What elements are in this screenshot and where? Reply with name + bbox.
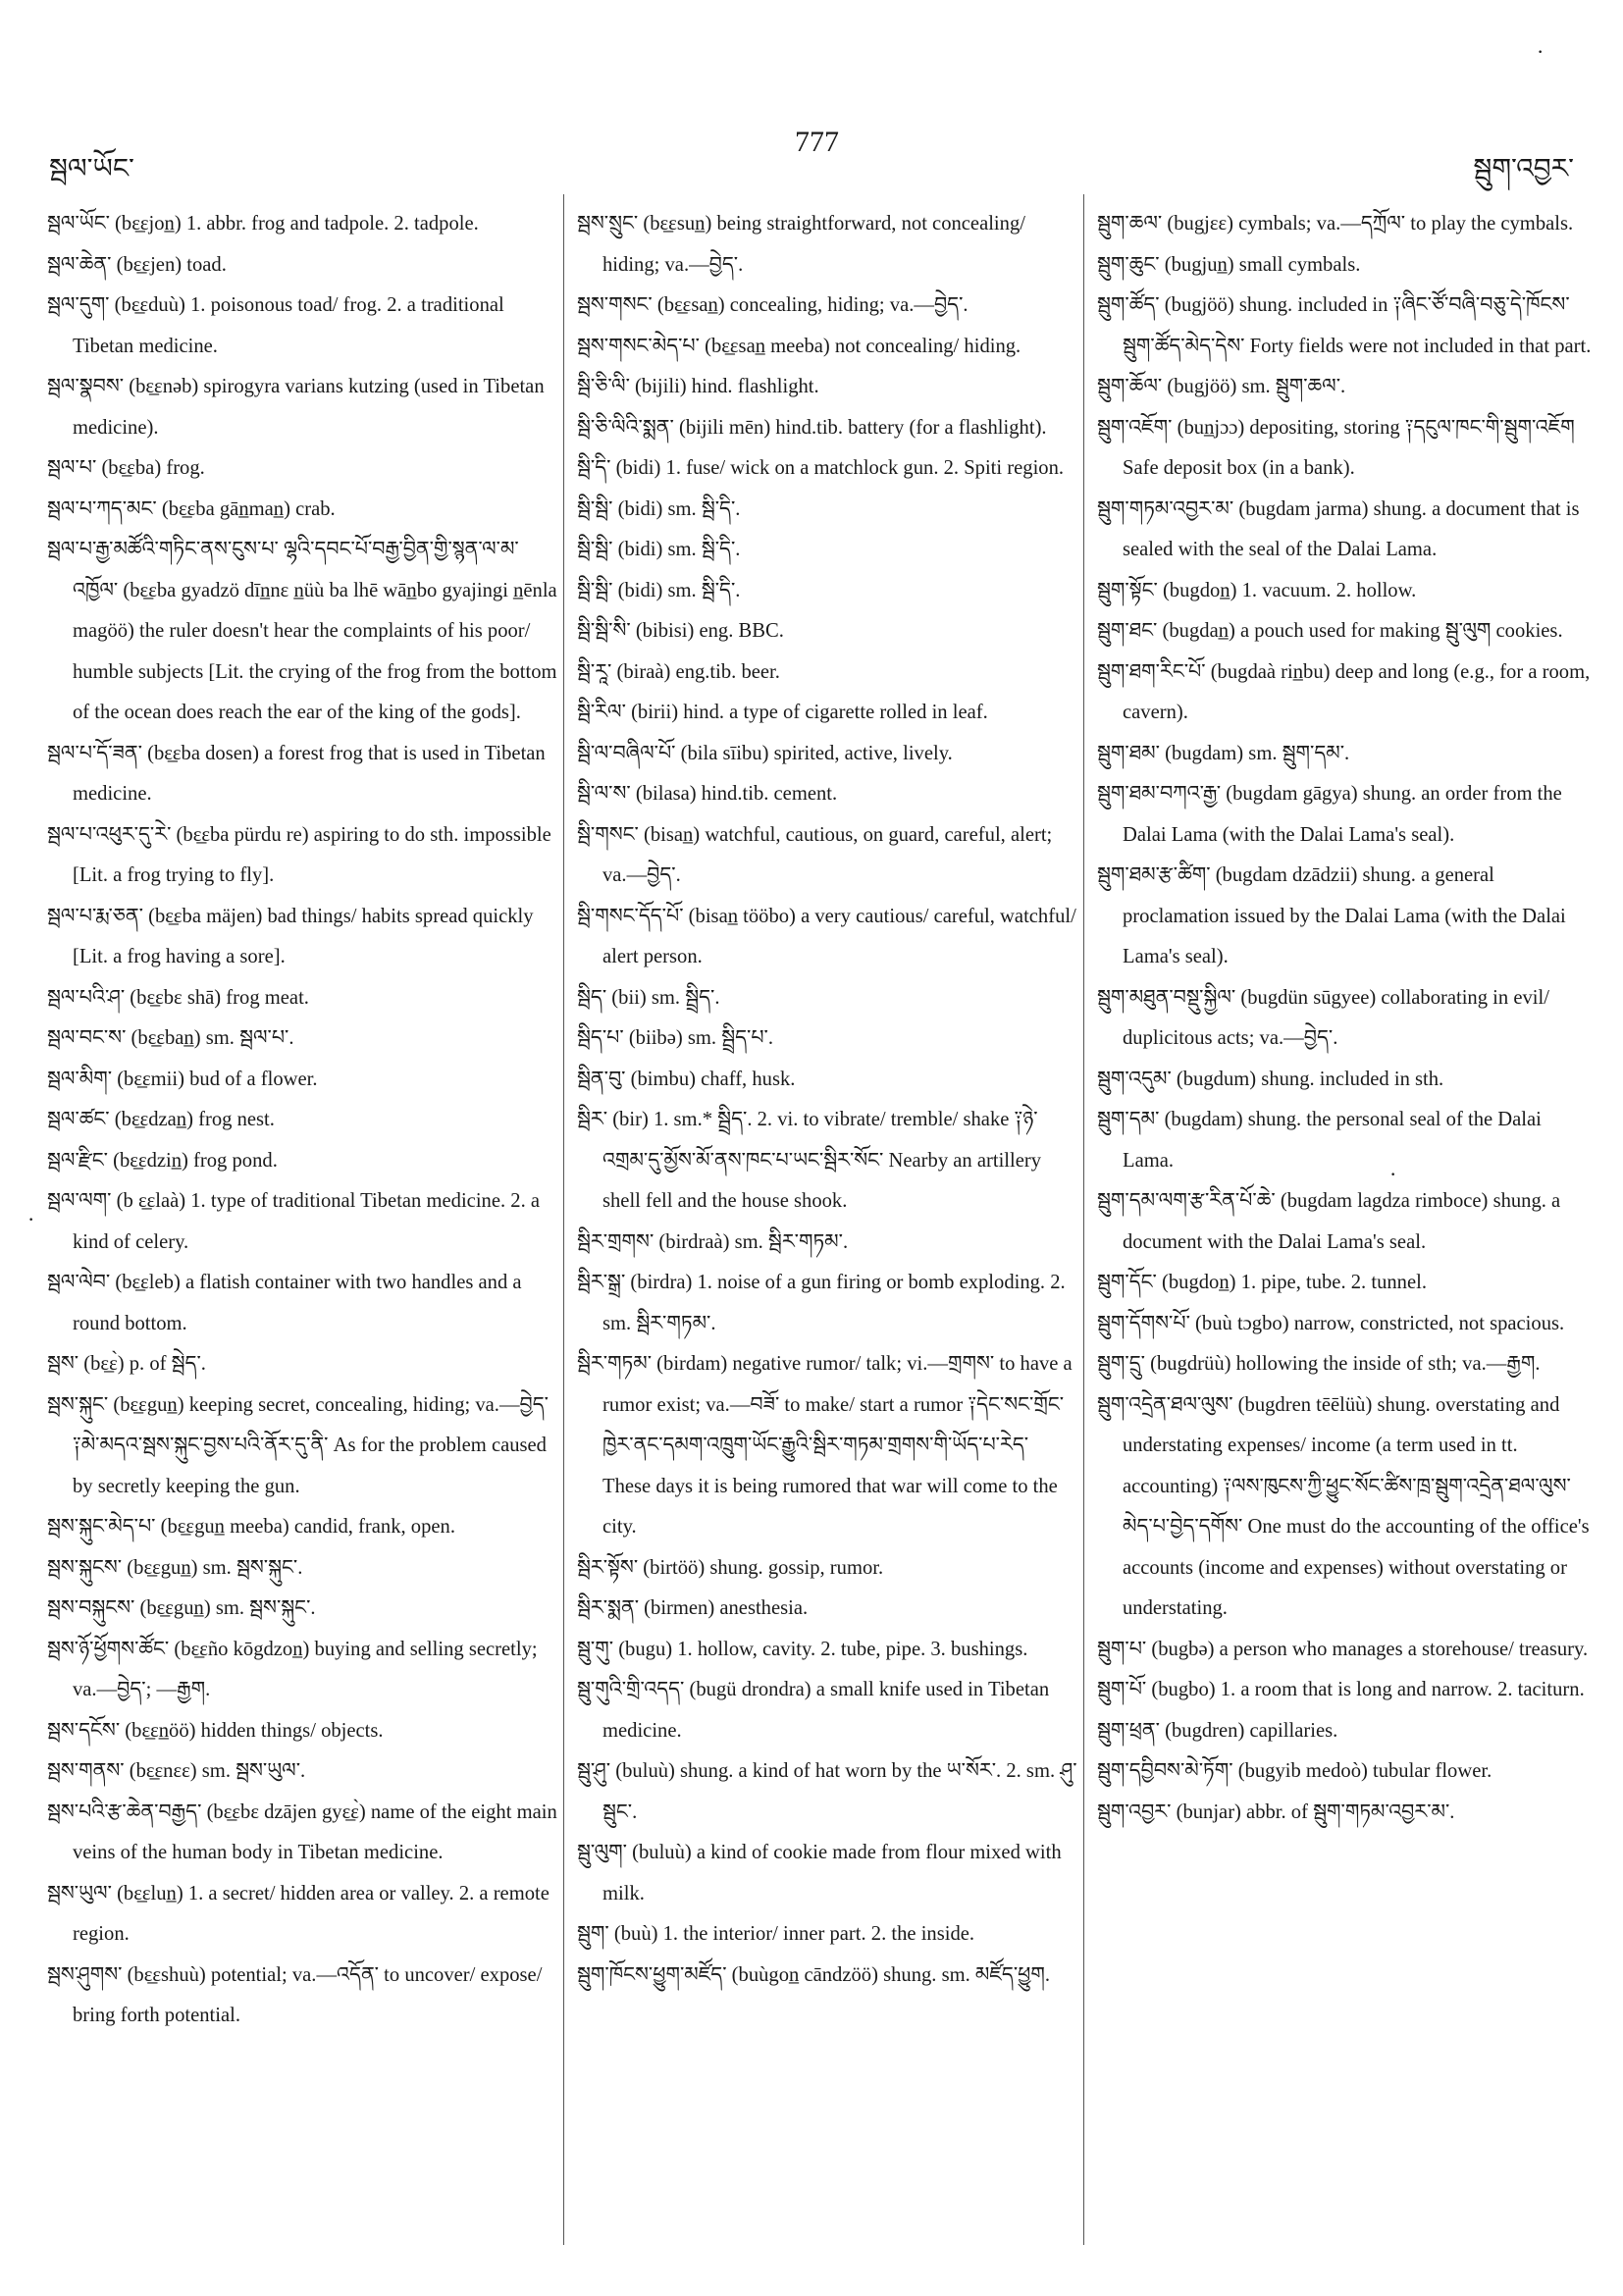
dictionary-entry: སྦིར་ (bir) 1. sm.* སྦྲིད་. 2. vi. to vibrate/ tremble/ shake ༑ཉེ་འགྲམ་དུ་མྱོས་མོ་ནས་ཁང་པ་ཡང་སྦིར་སོང་ Nearby an artillery shell fell and the house shook. (577, 1109, 1042, 1212)
dictionary-entry: སྦི་ཅི་ལིའི་སྨན་ (bijili mēn) hind.tib. battery (for a flashlight). (577, 416, 1047, 439)
dictionary-entry: སྦས་ཉོ་ཕྱོགས་ཚོང་ (bɛ̲ɛño kōgdzon̲) buying and selling secretly; va.—བྱེད་; —རྒྱག. (47, 1638, 538, 1700)
dictionary-entry: སྦས་བསྐུངས་ (bɛ̲ɛgun̲) sm. སྦས་སྐུང་. (47, 1597, 316, 1619)
dictionary-entry: སྦལ་སྣབས་ (bɛ̲ɛnəb) spirogyra varians kutzing (used in Tibetan medicine). (47, 376, 545, 439)
dictionary-entry: སྦས་ཡུལ་ (bɛ̲ɛlun̲) 1. a secret/ hidden area or valley. 2. a remote region. (47, 1882, 550, 1945)
dictionary-entry: སྦལ་པ་འཕུར་དུ་རེ་ (bɛ̲ɛba pürdu re) aspiring to do sth. impossible [Lit. a frog trying to fly]. (47, 823, 551, 886)
dictionary-entry: སྦུག་ཚོད་ (bugjöö) shung. included in ༑ཞིང་ཙོ་བཞི་བཅུ་དེ་ཁོངས་སྦུག་ཚོད་མེད་དེས་ Forty fields were not included in that part. (1097, 294, 1592, 357)
dictionary-entry: སྦུག་དམ་ལག་རྩ་རིན་པོ་ཆེ་ (bugdam lagdza rimboce) shung. a document with the Dalai Lama's seal. (1097, 1190, 1561, 1253)
dictionary-entry: སྦུག་ཕྲན་ (bugdren) capillaries. (1097, 1719, 1338, 1742)
dictionary-entry: སྦས་གནས་ (bɛ̲ɛnɛɛ) sm. སྦས་ཡུལ་. (47, 1760, 306, 1782)
column-1 (47, 204, 557, 2037)
speck-mark: · (1537, 39, 1544, 64)
dictionary-entry: སྦུ་ཤུ་ (buluù) shung. a kind of hat worn by the ཡ་སོར་. 2. sm. ཤུ་སྦུང་. (577, 1760, 1077, 1823)
dictionary-entry: སྦུག་ཐག་རིང་པོ་ (bugdaà rin̲bu) deep and long (e.g., for a room, cavern). (1097, 660, 1591, 723)
dictionary-entry: སྦུག་པ་ (bugbə) a person who manages a storehouse/ treasury. (1097, 1638, 1589, 1660)
dictionary-entry: སྦུག་ཐམ་བཀའ་རྒྱ་ (bugdam gāgya) shung. an order from the Dalai Lama (with the Dalai Lama's seal). (1097, 783, 1562, 846)
guide-word-left: སྦལ་ཡོང་ (49, 154, 134, 184)
dictionary-entry: སྦི་རིལ་ (birii) hind. a type of cigarette rolled in leaf. (577, 702, 988, 723)
dictionary-entry: སྦིན་བུ་ (bimbu) chaff, husk. (577, 1068, 796, 1090)
dictionary-entry: སྦལ་པ་རྨ་ཅན་ (bɛ̲ɛba mäjen) bad things/ habits spread quickly [Lit. a frog having a sore]. (47, 905, 534, 967)
dictionary-entry: སྦས་ (bɛ̲ɛ̀) p. of སྦེད་. (47, 1353, 206, 1375)
dictionary-entry: སྦལ་ཆེན་ (bɛ̲ɛjen) toad. (47, 253, 227, 276)
dictionary-entry: སྦས་ཤུགས་ (bɛ̲ɛshuù) potential; va.—འདོན་ to uncover/ expose/ bring forth potential. (47, 1963, 543, 2026)
dictionary-entry: སྦས་སྐུངས་ (bɛ̲ɛgun̲) sm. སྦས་སྐུང་. (47, 1556, 303, 1579)
dictionary-entry: སྦི་སྦི་ (bidi) sm. སྦི་དི་. (577, 579, 741, 601)
dictionary-entry: སྦི་གསང་དོད་པོ་ (bisan̲ tööbo) a very cautious/ careful, watchful/ alert person. (577, 905, 1076, 967)
dictionary-entry: སྦིད་ (bii) sm. སྦྲིད་. (577, 986, 720, 1009)
column-divider (563, 194, 564, 2245)
dictionary-entry: སྦས་སྐུང་ (bɛ̲ɛgun̲) keeping secret, concealing, hiding; va.—བྱེད་ ༑མེ་མདའ་སྦས་སྐུང་བྱས་པའི་ནོར་དུ་ནི་ As for the problem caused by secretly keeping the gun. (47, 1393, 549, 1497)
dictionary-entry: སྦུག་ཆུང་ (bugjun̲) small cymbals. (1097, 253, 1361, 276)
dictionary-entry: སྦལ་པ་དོ་ཟན་ (bɛ̲ɛba dosen) a forest frog that is used in Tibetan medicine. (47, 742, 546, 805)
dictionary-entry: སྦི་ཅི་ལི་ (bijili) hind. flashlight. (577, 376, 819, 397)
dictionary-entry: སྦུ་གུ་ (bugu) 1. hollow, cavity. 2. tube, pipe. 3. bushings. (577, 1638, 1028, 1660)
speck-mark: · (1389, 1162, 1397, 1186)
dictionary-entry: སྦལ་ཚང་ (bɛ̲ɛdzan̲) frog nest. (47, 1109, 275, 1130)
dictionary-entry: སྦས་གསང་ (bɛ̲ɛsan̲) concealing, hiding; va.—བྱེད་. (577, 294, 969, 316)
dictionary-entry: སྦུག་འབྱར་ (bunjar) abbr. of སྦུག་གཏམ་འབྱར་མ་. (1097, 1800, 1455, 1823)
dictionary-entry: སྦི་གསང་ (bisan̲) watchful, cautious, on guard, careful, alert; va.—བྱེད་. (577, 823, 1053, 886)
dictionary-entry: སྦུག་དམ་ (bugdam) shung. the personal seal of the Dalai Lama. (1097, 1109, 1542, 1172)
dictionary-entry: སྦུག་དབྱིབས་མེ་ཏོག་ (bugyib medoò) tubular flower. (1097, 1760, 1492, 1782)
dictionary-entry: སྦི་སྦི་ (bidi) sm. སྦི་དི་. (577, 497, 741, 520)
column-divider (1083, 194, 1084, 2245)
dictionary-entry: སྦུག་མཐུན་བསྡུ་སྐྱིལ་ (bugdün sūgyee) collaborating in evil/ duplicitous acts; va.—བྱེད་. (1097, 986, 1549, 1049)
dictionary-entry: སྦུ་ལུག་ (buluù) a kind of cookie made from flour mixed with milk. (577, 1842, 1062, 1905)
dictionary-entry: སྦལ་བང་ས་ (bɛ̲ɛban̲) sm. སྦལ་པ་. (47, 1027, 294, 1049)
dictionary-entry: སྦལ་དུག་ (bɛ̲ɛduù) 1. poisonous toad/ frog. 2. a traditional Tibetan medicine. (47, 294, 504, 357)
dictionary-entry: སྦལ་རྫིང་ (bɛ̲ɛdzin̲) frog pond. (47, 1149, 278, 1172)
dictionary-entry: སྦུག་ཐམ་རྩ་ཚིག་ (bugdam dzādzii) shung. a general proclamation issued by the Dalai Lama (with the Dalai Lama's seal). (1097, 864, 1566, 967)
dictionary-entry: སྦས་གསང་མེད་པ་ (bɛ̲ɛsan̲ meeba) not concealing/ hiding. (577, 335, 1021, 357)
dictionary-entry: སྦིར་སྟོས་ (birtöö) shung. gossip, rumor. (577, 1556, 884, 1579)
dictionary-entry: སྦུག་ཐང་ (bugdan̲) a pouch used for making སྦུ་ལུག cookies. (1097, 620, 1563, 642)
dictionary-entry: སྦས་དངོས་ (bɛ̲ɛn̲öö) hidden things/ objects. (47, 1719, 384, 1742)
dictionary-entry: སྦལ་པ་ཀད་མང་ (bɛ̲ɛba gān̲man̲) crab. (47, 497, 336, 520)
dictionary-entry: སྦལ་མིག་ (bɛ̲ɛmii) bud of a flower. (47, 1068, 318, 1090)
dictionary-entry: སྦལ་ཡོང་ (bɛ̲ɛjon̲) 1. abbr. frog and tadpole. 2. tadpole. (47, 213, 479, 235)
dictionary-entry: སྦིར་གཏམ་ (birdam) negative rumor/ talk; vi.—གྲགས་ to have a rumor exist; va.—བཟོ་ to make/ start a rumor ༑དེང་སང་གྲོང་ཁྱེར་ནང་དམག་འཁྲུག་ཡོང་རྒྱུའི་སྦིར་གཏམ་གྲགས་གི་ཡོད་པ་རེད་ These days it is being rumored that war will come to the city. (577, 1353, 1073, 1538)
dictionary-entry: སྦས་སྐུང་མེད་པ་ (bɛ̲ɛgun̲ meeba) candid, frank, open. (47, 1516, 455, 1538)
dictionary-entry: སྦིར་སྨན་ (birmen) anesthesia. (577, 1597, 809, 1619)
dictionary-entry: སྦིར་གྲགས་ (birdraà) sm. སྦིར་གཏམ་. (577, 1230, 849, 1253)
dictionary-entry: སྦུག་ཆོལ་ (bugjöö) sm. སྦུག་ཆལ་. (1097, 376, 1346, 397)
dictionary-entry: སྦི་སྦི་སི་ (bibisi) eng. BBC. (577, 620, 784, 642)
column-3 (1097, 204, 1597, 1833)
dictionary-entry: སྦིར་སྒྲ་ (birdra) 1. noise of a gun firing or bomb exploding. 2. sm. སྦིར་གཏམ་. (577, 1272, 1066, 1334)
dictionary-entry: སྦི་ལ་ས་ (bilasa) hind.tib. cement. (577, 783, 838, 805)
page-number: 777 (795, 126, 839, 158)
dictionary-entry: སྦུག་ཁོངས་ཕྱུག་མཛོད་ (buùgon̲ cāndzöö) shung. sm. མཛོད་ཕྱུག. (577, 1963, 1051, 1986)
dictionary-entry: སྦུག་ཆལ་ (bugjɛɛ) cymbals; va.—དཀྲོལ་ to play the cymbals. (1097, 213, 1574, 235)
column-2 (577, 204, 1077, 1996)
dictionary-entry: སྦིད་པ་ (biibə) sm. སྦྲིད་པ་. (577, 1027, 774, 1049)
dictionary-entry: སྦལ་ལེབ་ (bɛ̲ɛleb) a flatish container with two handles and a round bottom. (47, 1272, 522, 1334)
dictionary-entry: སྦས་སྲུང་ (bɛ̲ɛsun̲) being straightforward, not concealing/ hiding; va.—བྱེད་. (577, 213, 1025, 276)
dictionary-entry: སྦུག་ (buù) 1. the interior/ inner part. 2. the inside. (577, 1923, 975, 1945)
dictionary-entry: སྦལ་པ་རྒྱ་མཚོའི་གཏིང་ནས་ངུས་པ་ ལྷའི་དབང་པོ་བརྒྱ་བྱིན་གྱི་སྙན་ལ་མ་འཁྱོལ་ (bɛ̲ɛba gyadzö dīn̲nɛ n̲üù ba lhē wān̲bo gyajingi n̲ēnla magöö) the ruler doesn't hear the complaints of his poor/ humble subjects [Lit. the crying of the frog from the bottom of the ocean does reach the ear of the king of the gods]. (47, 539, 557, 723)
dictionary-entry: སྦུག་དོང་ (bugdon̲) 1. pipe, tube. 2. tunnel. (1097, 1272, 1427, 1293)
dictionary-entry: སྦས་པའི་རྩ་ཆེན་བརྒྱད་ (bɛ̲ɛbɛ dzājen gyɛ̲ɛ̀) name of the eight main veins of the human body in Tibetan medicine. (47, 1800, 557, 1863)
dictionary-entry: སྦི་རཱ་ (biraà) eng.tib. beer. (577, 660, 780, 683)
dictionary-entry: སྦལ་ལག་ (b ɛ̲ɛlaà) 1. type of traditional Tibetan medicine. 2. a kind of celery. (47, 1190, 541, 1253)
dictionary-entry: སྦལ་པ་ (bɛ̲ɛba) frog. (47, 457, 205, 479)
dictionary-entry: སྦི་ལ་བཞིལ་པོ་ (bila sīibu) spirited, active, lively. (577, 742, 953, 764)
dictionary-entry: སྦི་སྦི་ (bidi) sm. སྦི་དི་. (577, 539, 741, 560)
dictionary-entry: སྦལ་པའི་ཤ་ (bɛ̲ɛbɛ shā) frog meat. (47, 986, 309, 1009)
dictionary-entry: སྦུག་ཐམ་ (bugdam) sm. སྦུག་དམ་. (1097, 742, 1350, 764)
dictionary-entry: སྦུག་སྟོང་ (bugdon̲) 1. vacuum. 2. hollow. (1097, 579, 1417, 601)
dictionary-entry: སྦུ་གུའི་གྲི་འདད་ (bugü drondra) a small knife used in Tibetan medicine. (577, 1679, 1050, 1742)
dictionary-entry: སྦུག་འདུམ་ (bugdum) shung. included in sth. (1097, 1068, 1444, 1090)
dictionary-entry: སྦུག་པོ་ (bugbo) 1. a room that is long and narrow. 2. taciturn. (1097, 1679, 1585, 1700)
guide-word-right: སྦུག་འབྱར་ (1473, 154, 1574, 184)
dictionary-entry: སྦུག་གཏམ་འབྱར་མ་ (bugdam jarma) shung. a document that is sealed with the seal of the Dalai Lama. (1097, 497, 1580, 560)
dictionary-entry: སྦུག་འཇོག་ (bun̲jɔɔ) depositing, storing ༑དངུལ་ཁང་གི་སྦུག་འཇོག Safe deposit box (in a bank). (1097, 416, 1575, 479)
dictionary-entry: སྦུག་དྲུ་ (bugdrüù) hollowing the inside of sth; va.—རྒྱག. (1097, 1353, 1541, 1375)
dictionary-entry: སྦུག་དོགས་པོ་ (buù tɔgbo) narrow, constricted, not spacious. (1097, 1312, 1565, 1334)
dictionary-entry: སྦུག་འདྲེན་ཐལ་ལུས་ (bugdren tēēlüù) shung. overstating and understating expenses/ income (a term used in tt. accounting) ༑ལས་ཁུངས་ཀྱི་ཕྱུང་སོང་ཚིས་ཁྲ་སྦུག་འདྲེན་ཐལ་ལུས་མེད་པ་བྱེད་དགོས་ One must do the accounting of the office's accounts (income and expenses) without overstating or understating. (1097, 1393, 1590, 1619)
dictionary-entry: སྦི་དི་ (bidi) 1. fuse/ wick on a matchlock gun. 2. Spiti region. (577, 457, 1065, 479)
speck-mark: · (27, 1207, 35, 1231)
